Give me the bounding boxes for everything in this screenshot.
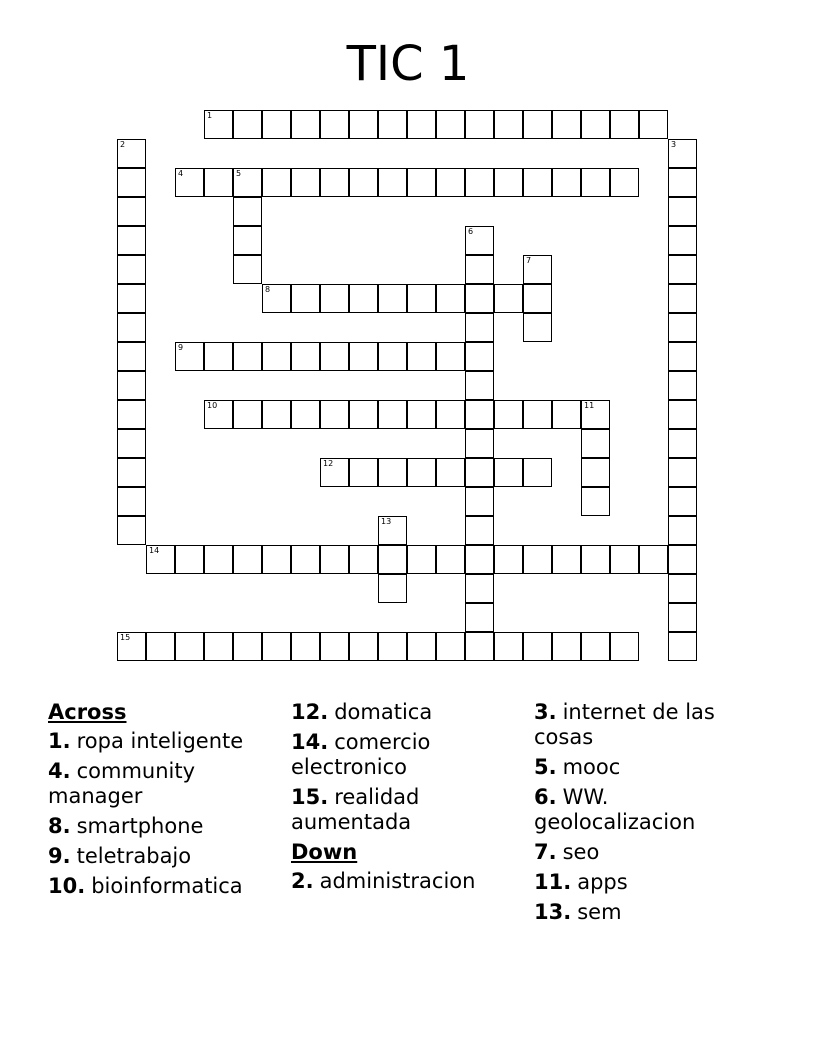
clue-text: comercio electronico (291, 730, 431, 779)
grid-cell[interactable] (668, 255, 697, 284)
grid-cell[interactable] (117, 516, 146, 545)
clue-number-label: 5 (236, 169, 242, 178)
grid-cell[interactable] (436, 545, 465, 574)
grid-cell[interactable] (407, 110, 436, 139)
grid-cell[interactable] (465, 226, 494, 255)
grid-cell[interactable] (668, 342, 697, 371)
grid-cell[interactable] (523, 545, 552, 574)
grid-cell[interactable] (378, 574, 407, 603)
clue-heading: Across (48, 700, 127, 724)
clue-text: teletrabajo (76, 844, 192, 868)
grid-cell[interactable] (262, 168, 291, 197)
clue-text: bioinformatica (91, 874, 243, 898)
grid-cell[interactable] (262, 110, 291, 139)
clue-item (534, 700, 774, 750)
grid-cell[interactable] (494, 110, 523, 139)
grid-cell[interactable] (465, 284, 494, 313)
grid-cell[interactable] (407, 342, 436, 371)
clue-item (291, 869, 526, 894)
clue-number-label: 9 (178, 343, 184, 352)
clue-number: 8. (48, 814, 71, 838)
grid-cell[interactable] (175, 632, 204, 661)
grid-cell[interactable] (233, 110, 262, 139)
grid-cell[interactable] (291, 168, 320, 197)
grid-cell[interactable] (291, 545, 320, 574)
clue-item (534, 755, 774, 780)
grid-cell[interactable] (117, 197, 146, 226)
grid-cell[interactable] (291, 110, 320, 139)
grid-cell[interactable] (639, 545, 668, 574)
clue-number: 15. (291, 785, 329, 809)
grid-cell[interactable] (117, 371, 146, 400)
grid-cell[interactable] (668, 197, 697, 226)
clue-item (534, 785, 774, 835)
grid-cell[interactable] (407, 632, 436, 661)
grid-cell[interactable] (465, 429, 494, 458)
grid-cell[interactable] (436, 168, 465, 197)
grid-cell[interactable] (233, 632, 262, 661)
grid-cell[interactable] (436, 400, 465, 429)
grid-cell[interactable] (523, 255, 552, 284)
grid-cell[interactable] (668, 400, 697, 429)
grid-cell[interactable] (291, 632, 320, 661)
grid-cell[interactable] (465, 516, 494, 545)
grid-cell[interactable] (378, 284, 407, 313)
clue-text: sem (577, 900, 622, 924)
clues-column-1 (48, 700, 283, 904)
grid-cell[interactable] (523, 400, 552, 429)
clue-number: 10. (48, 874, 86, 898)
grid-cell[interactable] (436, 632, 465, 661)
grid-cell[interactable] (552, 545, 581, 574)
grid-cell[interactable] (117, 400, 146, 429)
grid-cell[interactable] (175, 168, 204, 197)
grid-cell[interactable] (378, 110, 407, 139)
grid-cell[interactable] (552, 632, 581, 661)
grid-cell[interactable] (581, 400, 610, 429)
grid-cell[interactable] (668, 429, 697, 458)
grid-cell[interactable] (465, 545, 494, 574)
clue-text: realidad aumentada (291, 785, 420, 834)
grid-cell[interactable] (407, 545, 436, 574)
clue-number-label: 13 (381, 517, 392, 526)
clue-number-label: 12 (323, 459, 334, 468)
grid-cell[interactable] (523, 313, 552, 342)
grid-cell[interactable] (523, 632, 552, 661)
grid-cell[interactable] (320, 284, 349, 313)
grid-cell[interactable] (349, 632, 378, 661)
grid-cell[interactable] (204, 110, 233, 139)
grid-cell[interactable] (668, 487, 697, 516)
clue-number: 3. (534, 700, 557, 724)
clue-number-label: 11 (584, 401, 595, 410)
clue-text: mooc (562, 755, 621, 779)
grid-cell[interactable] (117, 226, 146, 255)
clue-number: 2. (291, 869, 314, 893)
grid-cell[interactable] (465, 168, 494, 197)
grid-cell[interactable] (117, 139, 146, 168)
grid-cell[interactable] (320, 342, 349, 371)
clue-number: 12. (291, 700, 329, 724)
clue-item (291, 700, 526, 725)
grid-cell[interactable] (146, 632, 175, 661)
grid-cell[interactable] (668, 574, 697, 603)
grid-cell[interactable] (204, 632, 233, 661)
grid-cell[interactable] (581, 487, 610, 516)
clue-item (48, 759, 283, 809)
grid-cell[interactable] (465, 574, 494, 603)
grid-cell[interactable] (349, 545, 378, 574)
clue-text: smartphone (76, 814, 204, 838)
clue-item (291, 785, 526, 835)
grid-cell[interactable] (291, 342, 320, 371)
grid-cell[interactable] (407, 284, 436, 313)
clue-number: 7. (534, 840, 557, 864)
grid-cell[interactable] (523, 110, 552, 139)
grid-cell[interactable] (581, 168, 610, 197)
grid-cell[interactable] (262, 284, 291, 313)
grid-cell[interactable] (320, 545, 349, 574)
grid-cell[interactable] (320, 632, 349, 661)
grid-cell[interactable] (494, 400, 523, 429)
grid-cell[interactable] (668, 226, 697, 255)
grid-cell[interactable] (349, 342, 378, 371)
clue-item (48, 874, 283, 899)
grid-cell[interactable] (581, 632, 610, 661)
clue-item (48, 729, 283, 754)
grid-cell[interactable] (436, 110, 465, 139)
grid-cell[interactable] (233, 197, 262, 226)
clue-text: administracion (319, 869, 476, 893)
grid-cell[interactable] (465, 371, 494, 400)
grid-cell[interactable] (117, 458, 146, 487)
clue-item (534, 840, 774, 865)
grid-cell[interactable] (668, 458, 697, 487)
grid-cell[interactable] (349, 284, 378, 313)
grid-cell[interactable] (494, 545, 523, 574)
grid-cell[interactable] (610, 110, 639, 139)
grid-cell[interactable] (581, 545, 610, 574)
clue-text: seo (562, 840, 600, 864)
clue-item (48, 844, 283, 869)
clue-text: apps (577, 870, 628, 894)
grid-cell[interactable] (378, 632, 407, 661)
grid-cell[interactable] (320, 400, 349, 429)
grid-cell[interactable] (668, 284, 697, 313)
grid-cell[interactable] (262, 400, 291, 429)
grid-cell[interactable] (552, 168, 581, 197)
grid-cell[interactable] (581, 429, 610, 458)
grid-cell[interactable] (117, 632, 146, 661)
grid-cell[interactable] (349, 168, 378, 197)
clue-number-label: 3 (671, 140, 677, 149)
grid-cell[interactable] (349, 458, 378, 487)
grid-cell[interactable] (494, 632, 523, 661)
clue-number-label: 7 (526, 256, 532, 265)
grid-cell[interactable] (465, 632, 494, 661)
grid-cell[interactable] (610, 168, 639, 197)
grid-cell[interactable] (668, 516, 697, 545)
clue-item (534, 870, 774, 895)
grid-cell[interactable] (175, 545, 204, 574)
grid-cell[interactable] (117, 487, 146, 516)
grid-cell[interactable] (465, 342, 494, 371)
grid-cell[interactable] (262, 545, 291, 574)
clue-text: domatica (334, 700, 433, 724)
grid-cell[interactable] (465, 400, 494, 429)
clue-number-label: 14 (149, 546, 160, 555)
grid-cell[interactable] (117, 255, 146, 284)
clue-number: 14. (291, 730, 329, 754)
grid-cell[interactable] (523, 458, 552, 487)
clue-text: community manager (48, 759, 196, 808)
grid-cell[interactable] (233, 400, 262, 429)
puzzle-title: TIC 1 (346, 36, 470, 92)
grid-cell[interactable] (146, 545, 175, 574)
grid-cell[interactable] (117, 313, 146, 342)
clue-number-label: 6 (468, 227, 474, 236)
clue-number-label: 8 (265, 285, 271, 294)
grid-cell[interactable] (233, 226, 262, 255)
clue-item (48, 814, 283, 839)
grid-cell[interactable] (349, 110, 378, 139)
clue-heading: Down (291, 840, 358, 864)
clues-column-2 (291, 700, 526, 899)
grid-cell[interactable] (233, 342, 262, 371)
grid-cell[interactable] (465, 603, 494, 632)
grid-cell[interactable] (465, 255, 494, 284)
clue-item (291, 730, 526, 780)
clue-item (534, 900, 774, 925)
grid-cell[interactable] (262, 342, 291, 371)
clue-text: WW. geolocalizacion (534, 785, 696, 834)
grid-cell[interactable] (117, 168, 146, 197)
grid-cell[interactable] (320, 168, 349, 197)
grid-cell[interactable] (668, 545, 697, 574)
grid-cell[interactable] (668, 313, 697, 342)
grid-cell[interactable] (436, 458, 465, 487)
grid-cell[interactable] (262, 632, 291, 661)
grid-cell[interactable] (117, 342, 146, 371)
grid-cell[interactable] (233, 255, 262, 284)
grid-cell[interactable] (204, 400, 233, 429)
clue-number-label: 15 (120, 633, 131, 642)
grid-cell[interactable] (581, 110, 610, 139)
grid-cell[interactable] (668, 603, 697, 632)
grid-cell[interactable] (668, 371, 697, 400)
grid-cell[interactable] (639, 110, 668, 139)
grid-cell[interactable] (552, 110, 581, 139)
clues-column-3 (534, 700, 774, 930)
grid-cell[interactable] (378, 458, 407, 487)
clue-number: 9. (48, 844, 71, 868)
clue-number: 6. (534, 785, 557, 809)
grid-cell[interactable] (320, 110, 349, 139)
clue-number-label: 2 (120, 140, 126, 149)
grid-cell[interactable] (465, 110, 494, 139)
grid-cell[interactable] (407, 400, 436, 429)
grid-cell[interactable] (204, 168, 233, 197)
grid-cell[interactable] (465, 313, 494, 342)
grid-cell[interactable] (291, 284, 320, 313)
clue-number: 1. (48, 729, 71, 753)
grid-cell[interactable] (523, 168, 552, 197)
grid-cell[interactable] (668, 139, 697, 168)
clue-number: 5. (534, 755, 557, 779)
grid-cell[interactable] (436, 342, 465, 371)
grid-cell[interactable] (610, 545, 639, 574)
grid-cell[interactable] (581, 458, 610, 487)
grid-cell[interactable] (378, 516, 407, 545)
grid-cell[interactable] (407, 458, 436, 487)
grid-cell[interactable] (204, 342, 233, 371)
clue-number-label: 4 (178, 169, 184, 178)
grid-cell[interactable] (117, 284, 146, 313)
grid-cell[interactable] (465, 487, 494, 516)
grid-cell[interactable] (494, 168, 523, 197)
grid-cell[interactable] (378, 168, 407, 197)
clue-text: ropa inteligente (76, 729, 244, 753)
clue-number: 4. (48, 759, 71, 783)
grid-cell[interactable] (523, 284, 552, 313)
grid-cell[interactable] (117, 429, 146, 458)
grid-cell[interactable] (436, 284, 465, 313)
grid-cell[interactable] (320, 458, 349, 487)
clue-number-label: 1 (207, 111, 213, 120)
grid-cell[interactable] (378, 545, 407, 574)
grid-cell[interactable] (378, 400, 407, 429)
grid-cell[interactable] (668, 632, 697, 661)
grid-cell[interactable] (494, 284, 523, 313)
grid-cell[interactable] (552, 400, 581, 429)
grid-cell[interactable] (349, 400, 378, 429)
clue-number: 13. (534, 900, 572, 924)
grid-cell[interactable] (668, 168, 697, 197)
grid-cell[interactable] (465, 458, 494, 487)
grid-cell[interactable] (233, 545, 262, 574)
grid-cell[interactable] (233, 168, 262, 197)
grid-cell[interactable] (407, 168, 436, 197)
grid-cell[interactable] (610, 632, 639, 661)
grid-cell[interactable] (204, 545, 233, 574)
clue-text: internet de las cosas (534, 700, 715, 749)
grid-cell[interactable] (378, 342, 407, 371)
clue-number-label: 10 (207, 401, 218, 410)
grid-cell[interactable] (291, 400, 320, 429)
clue-number: 11. (534, 870, 572, 894)
grid-cell[interactable] (175, 342, 204, 371)
grid-cell[interactable] (494, 458, 523, 487)
